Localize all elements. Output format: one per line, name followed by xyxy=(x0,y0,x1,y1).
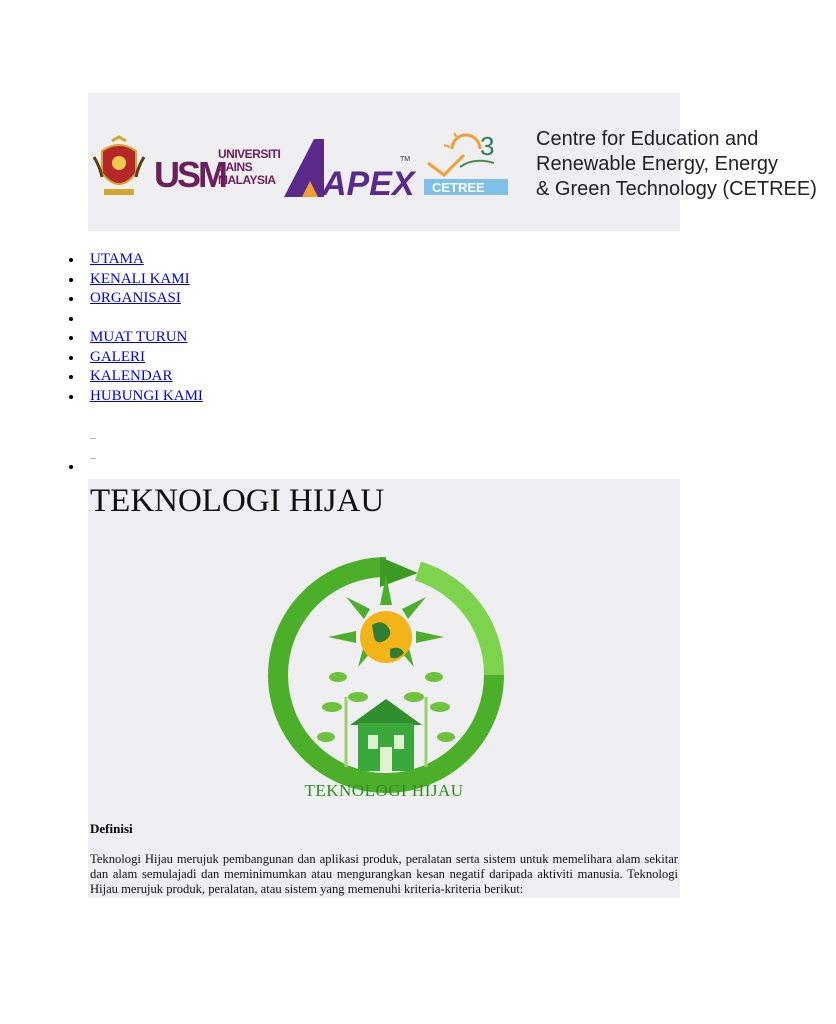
nav-item-organisasi xyxy=(66,289,203,309)
tiny-text: ... xyxy=(90,452,96,461)
nav-link-kalendar[interactable]: KALENDAR xyxy=(90,368,173,384)
cetree-wordmark: CETREE xyxy=(432,180,485,195)
centre-name-line: Renewable Energy, Energy xyxy=(536,153,778,175)
crest-icon xyxy=(92,137,146,199)
usm-wordmark: USM xyxy=(154,154,225,195)
centre-name-line: & Green Technology (CETREE) xyxy=(536,178,817,200)
definition-text: Teknologi Hijau merujuk pembangunan dan aplikasi produk, peralatan serta sistem untuk memelihara alam sekitar dan alam semulajadi dan meminimumkan atau mengurangkan kesan negatif daripada aktiviti manusia. Teknologi Hijau merujuk produk, peralatan, atau sistem yang memenuhi kriteria-kriteria berikut: xyxy=(90,852,678,896)
nav-link-muat-turun[interactable]: MUAT TURUN xyxy=(90,329,188,345)
nav-link-galeri[interactable]: GALERI xyxy=(90,348,145,365)
article-panel xyxy=(88,479,680,898)
nav-item-hubungi-kami xyxy=(66,387,203,407)
tiny-text: ... xyxy=(90,432,96,441)
nav-item-kenali-kami xyxy=(66,270,203,290)
usm-name-line: SAINS xyxy=(218,160,253,174)
green-technology-icon xyxy=(268,557,504,805)
usm-name xyxy=(218,147,281,187)
nav-link-kenali-kami[interactable]: KENALI KAMI xyxy=(90,270,190,287)
usm-name-line: UNIVERSITI xyxy=(218,147,281,161)
nav-item-utama xyxy=(66,250,203,270)
centre-name-line: Centre for Education and xyxy=(536,128,759,150)
header-banner xyxy=(88,93,817,231)
cetree-logo xyxy=(424,127,516,197)
apex-wordmark: APEX xyxy=(322,165,415,203)
nav-link-utama[interactable]: UTAMA xyxy=(90,251,144,267)
definition-label: Definisi xyxy=(90,821,133,836)
main-nav xyxy=(66,250,203,406)
apex-logo xyxy=(284,137,415,203)
page-title: TEKNOLOGI HIJAU xyxy=(90,483,385,519)
apex-tm: TM xyxy=(400,156,411,163)
nav-item-kalendar xyxy=(66,367,203,387)
nav-item-empty xyxy=(66,309,203,329)
nav-link-hubungi-kami[interactable]: HUBUNGI KAMI xyxy=(90,387,203,404)
nav-item-muat-turun xyxy=(66,328,203,348)
bullet xyxy=(69,465,73,469)
hero-caption: TEKNOLOGI HIJAU xyxy=(304,781,464,800)
cetree-number: 3 xyxy=(480,131,495,161)
usm-name-line: MALAYSIA xyxy=(218,173,276,187)
nav-link-organisasi[interactable]: ORGANISASI xyxy=(90,290,181,306)
usm-logo xyxy=(152,149,225,195)
centre-name xyxy=(536,127,836,202)
nav-item-galeri xyxy=(66,348,203,368)
